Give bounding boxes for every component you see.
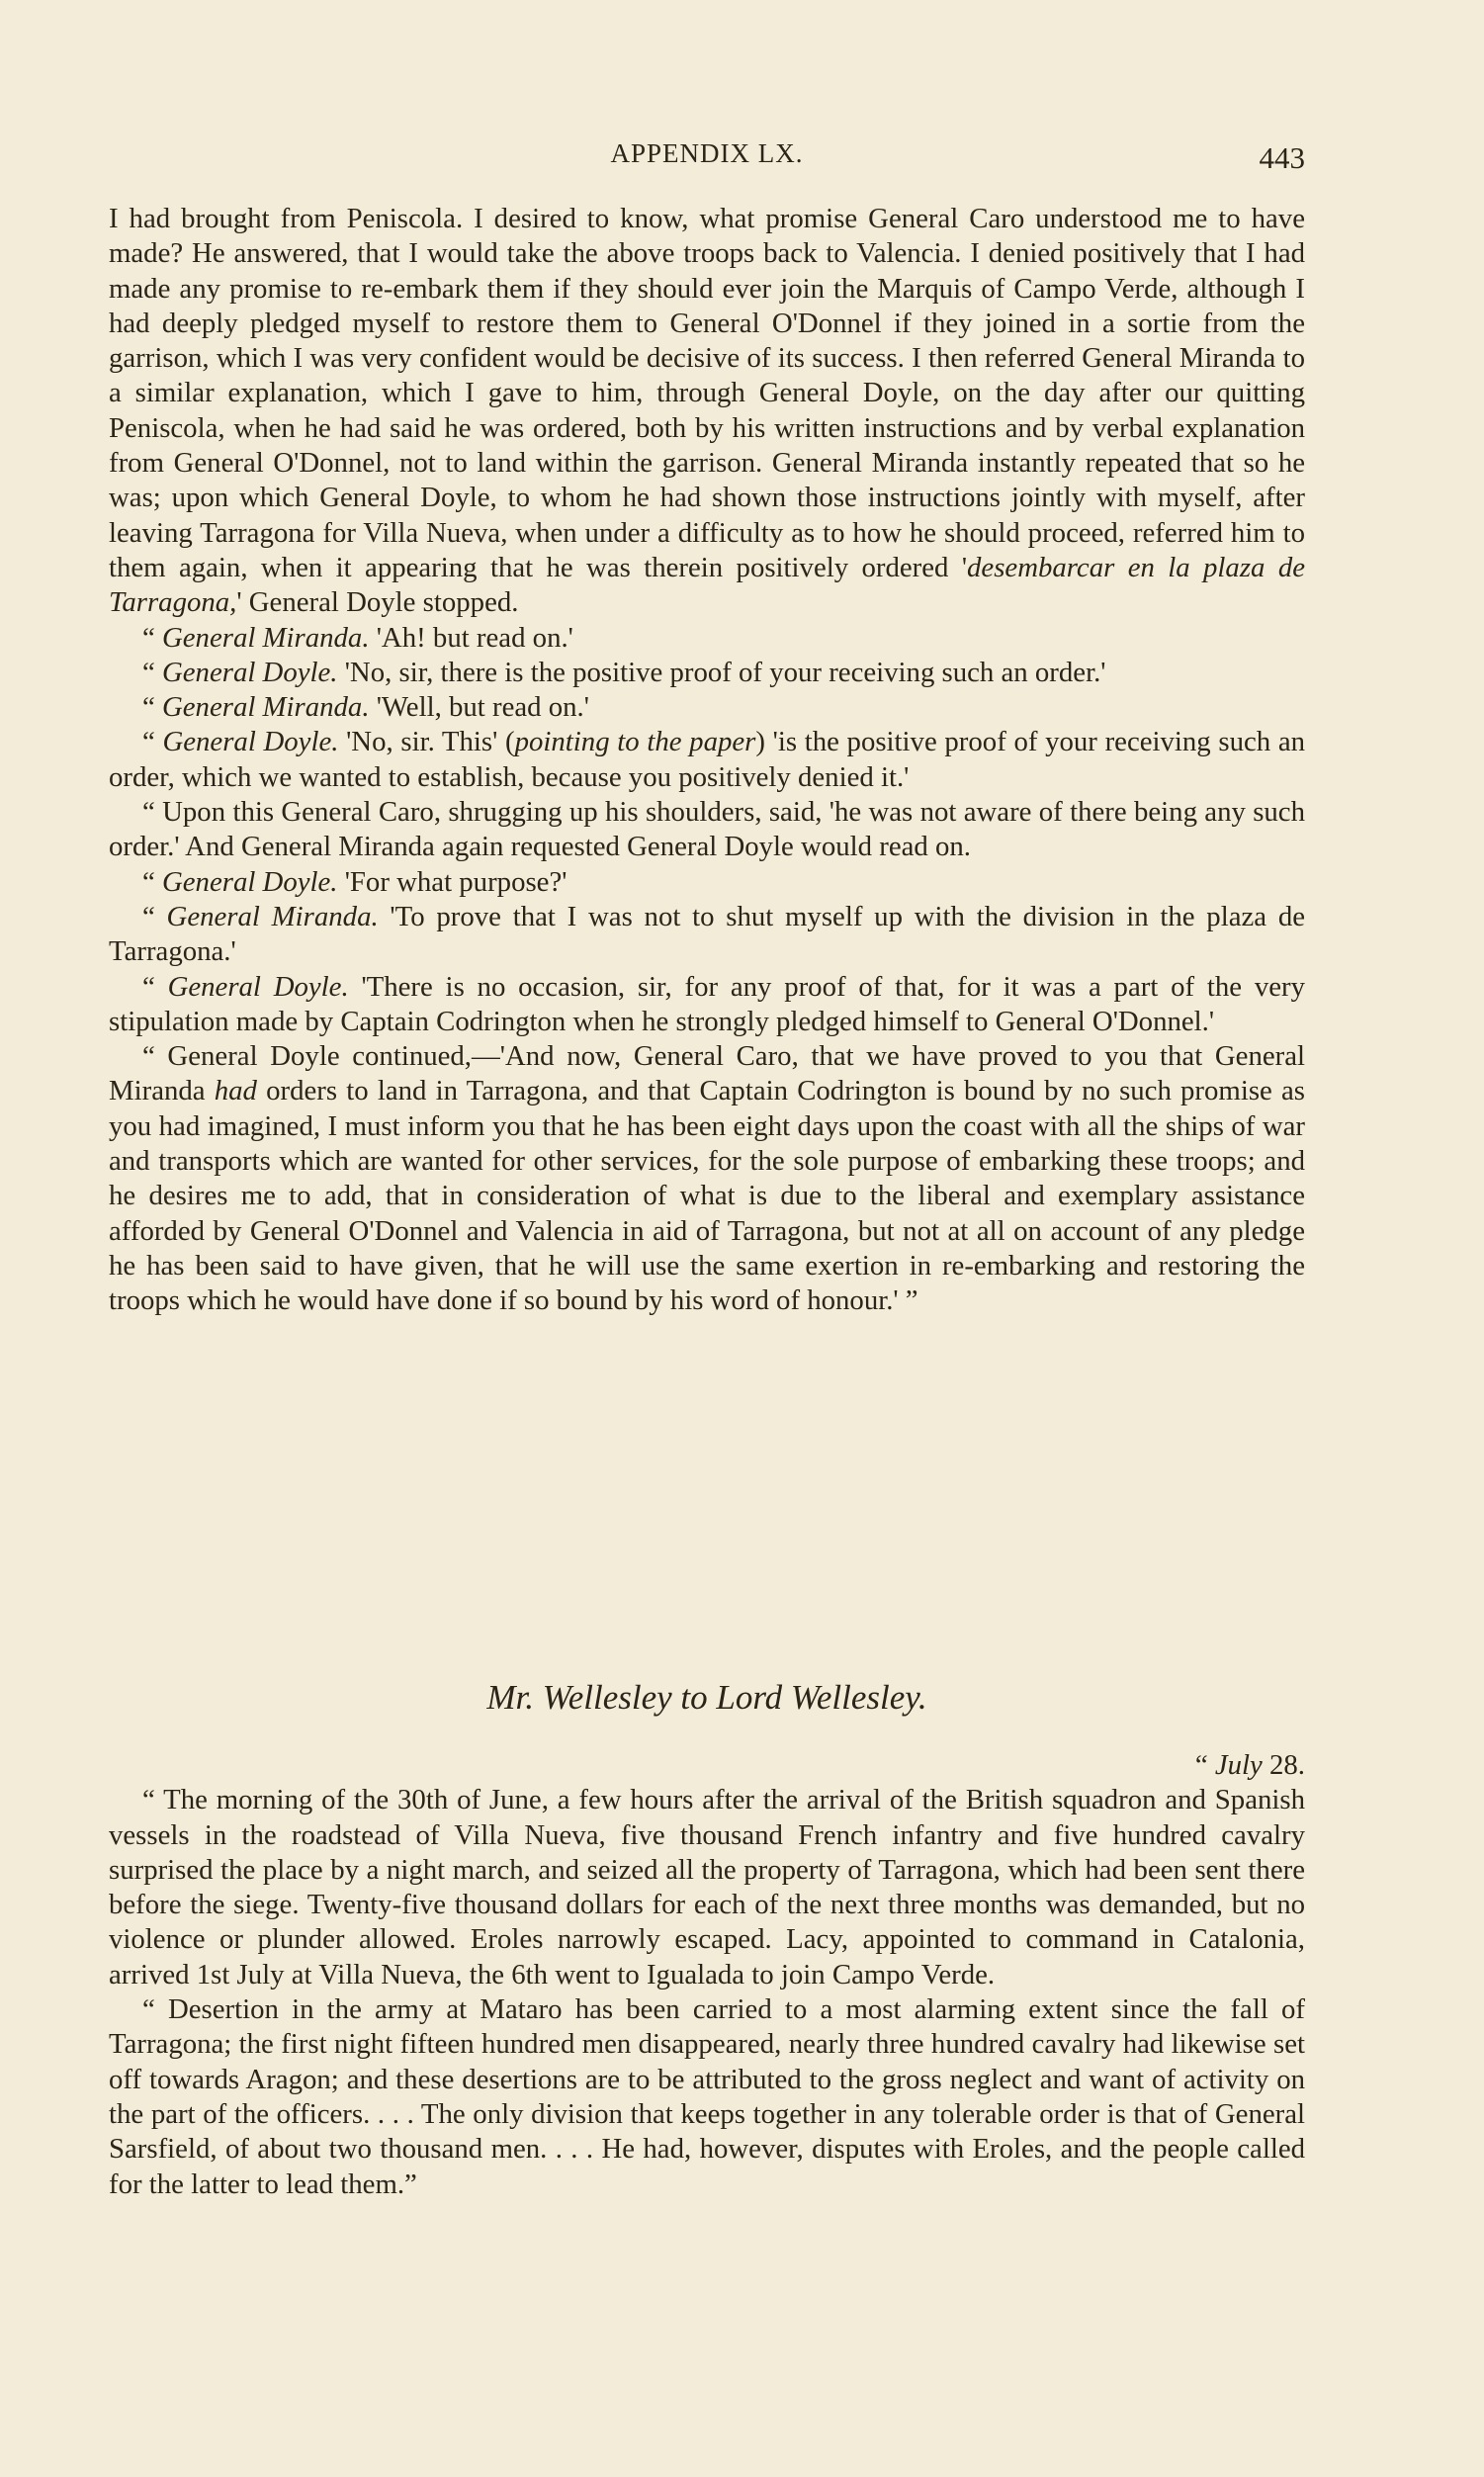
paragraph — [109, 1039, 1305, 1318]
letter-text — [109, 1748, 1305, 2202]
speaker: General Miranda. — [161, 691, 370, 724]
page-number: 443 — [1259, 140, 1305, 175]
dialogue-line: “ General Doyle. 'No, sir. This' (pointing to the paper) 'is the positive proof of your receiving such an order, which we wanted to establish, because you positively denied it.' — [109, 726, 1306, 793]
speech: 'No, sir, there is the positive proof of your receiving such an order.' — [337, 656, 1106, 688]
speech: 'There is no occasion, sir, for any proof of that, for it was a part of the very stipulation made by Captain Codrington when he strongly pledged himself to General O'Donnel.' — [109, 970, 1305, 1037]
text-run: “ General Doyle continued,—'And now, General Caro, that we have proved to you that General Miranda — [109, 1040, 1305, 1107]
text-run: I had brought from Peniscola. I desired to know, what promise General Caro understood me to have made? He answered, that I would take the above troops back to Valencia. I denied positively that I had made any promise to re-embark them if they should ever join the Marquis of Campo Verde, although I had deeply pledged myself to restore them to General O'Donnel if they joined in a sortie from the garrison, which I was very confident would be decisive of its success. I then referred General Miranda to a similar explanation, which I gave to him, through General Doyle, on the day after our quitting Peniscola, when he had said he was ordered, both by his written instructions and by verbal explanation from General O'Donnel, not to land within the garrison. General Miranda instantly repeated that so he was; upon which General Doyle, to whom he had shown those instructions jointly with myself, after leaving Tarragona for Villa Nueva, when under a difficulty as to how he should proceed, referred him to them again, when it appearing that he was therein positively ordered ' — [109, 203, 1305, 583]
paragraph: “ Desertion in the army at Mataro has been carried to a most alarming extent since the fall of Tarragona; the first night fifteen hundred men disappeared, nearly three hundred cavalry had likewise set off towards Aragon; and these desertions are to be attributed to the gross neglect and want of activity on the part of the officers. . . . The only division that keeps together in any tolerable order is that of General Sarsfield, of about two thousand men. . . . He had, however, disputes with Eroles, and the people called for the latter to lead them.” — [109, 1993, 1305, 2200]
main-text — [109, 202, 1305, 1319]
speaker: General Doyle. — [161, 656, 338, 688]
paragraph: “ Upon this General Caro, shrugging up his shoulders, said, 'he was not aware of there being any such order.' And General Miranda again requested General Doyle would read on. — [109, 796, 1305, 863]
speech: 'No, sir. This' ( — [338, 726, 515, 758]
date-month: July — [1214, 1749, 1263, 1781]
speaker: General Miranda. — [161, 621, 370, 654]
speech: 'To prove that I was not to shut myself up with the division in the plaza de Tarragona.' — [109, 900, 1305, 968]
text-run: orders to land in Tarragona, and that Captain Codrington is bound by no such promise as you had imagined, I must inform you that he has been eight days upon the coast with all the ships of war and transports which are wanted for other services, for the sole purpose of embarking these troops; and he desires me to add, that in consideration of what is due to the liberal and exemplary assistance afforded by General O'Donnel and Valencia in aid of Tarragona, but not at all on account of any pledge he has been said to have given, that he will use the same exertion in re-embarking and restoring the troops which he would have done if so bound by his word of honour.' ” — [109, 1075, 1305, 1317]
paragraph — [109, 202, 1305, 621]
speech: 'For what purpose?' — [337, 865, 567, 898]
dialogue-line: “ General Doyle. 'For what purpose?' — [142, 865, 567, 898]
date-day: 28. — [1262, 1749, 1305, 1781]
running-head — [109, 131, 1305, 180]
dialogue-line: “ General Doyle. 'No, sir, there is the positive proof of your receiving such an order.' — [142, 656, 1106, 688]
letter-heading: Mr. Wellesley to Lord Wellesley. — [486, 1678, 927, 1717]
speech: 'Well, but read on.' — [369, 691, 589, 724]
running-head-title: APPENDIX LX. — [610, 138, 804, 168]
speaker: General Doyle. — [167, 970, 349, 1003]
italic-quote: desembarcar en la plaza de Tarragona, — [109, 551, 1305, 619]
emphasis: had — [214, 1075, 257, 1107]
stage-direction: pointing to the paper — [514, 726, 756, 758]
text-run: ' General Doyle stopped. — [236, 586, 519, 619]
paragraph: “ The morning of the 30th of June, a few hours after the arrival of the British squadron and Spanish vessels in the roadstead of Villa Nueva, five thousand French infantry and five hundred cavalry surprised the place by a night march, and seized all the property of Tarragona, which had been sent there before the siege. Twenty-five thousand dollars for each of the next three months was demanded, but no violence or plunder allowed. Eroles narrowly escaped. Lacy, appointed to command in Catalonia, arrived 1st July at Villa Nueva, the 6th went to Igualada to join Campo Verde. — [109, 1784, 1305, 1990]
speaker: General Doyle. — [162, 726, 339, 758]
dialogue-line: “ General Miranda. 'Ah! but read on.' — [142, 621, 573, 654]
speech: 'Ah! but read on.' — [369, 621, 573, 654]
dialogue-line: “ General Doyle. 'There is no occasion, sir, for any proof of that, for it was a part of the very stipulation made by Captain Codrington when he strongly pledged himself to General O'Donnel.' — [109, 970, 1305, 1037]
speech: ) 'is the positive proof of your receiving such an order, which we wanted to establish, because you positively denied it.' — [109, 726, 1306, 793]
speaker: General Miranda. — [166, 900, 379, 932]
dialogue-line: “ General Miranda. 'To prove that I was not to shut myself up with the division in the plaza de Tarragona.' — [109, 900, 1305, 968]
speaker: General Doyle. — [161, 865, 338, 898]
dateline: “ July 28. — [1194, 1749, 1305, 1781]
dialogue-line: “ General Miranda. 'Well, but read on.' — [142, 691, 589, 724]
